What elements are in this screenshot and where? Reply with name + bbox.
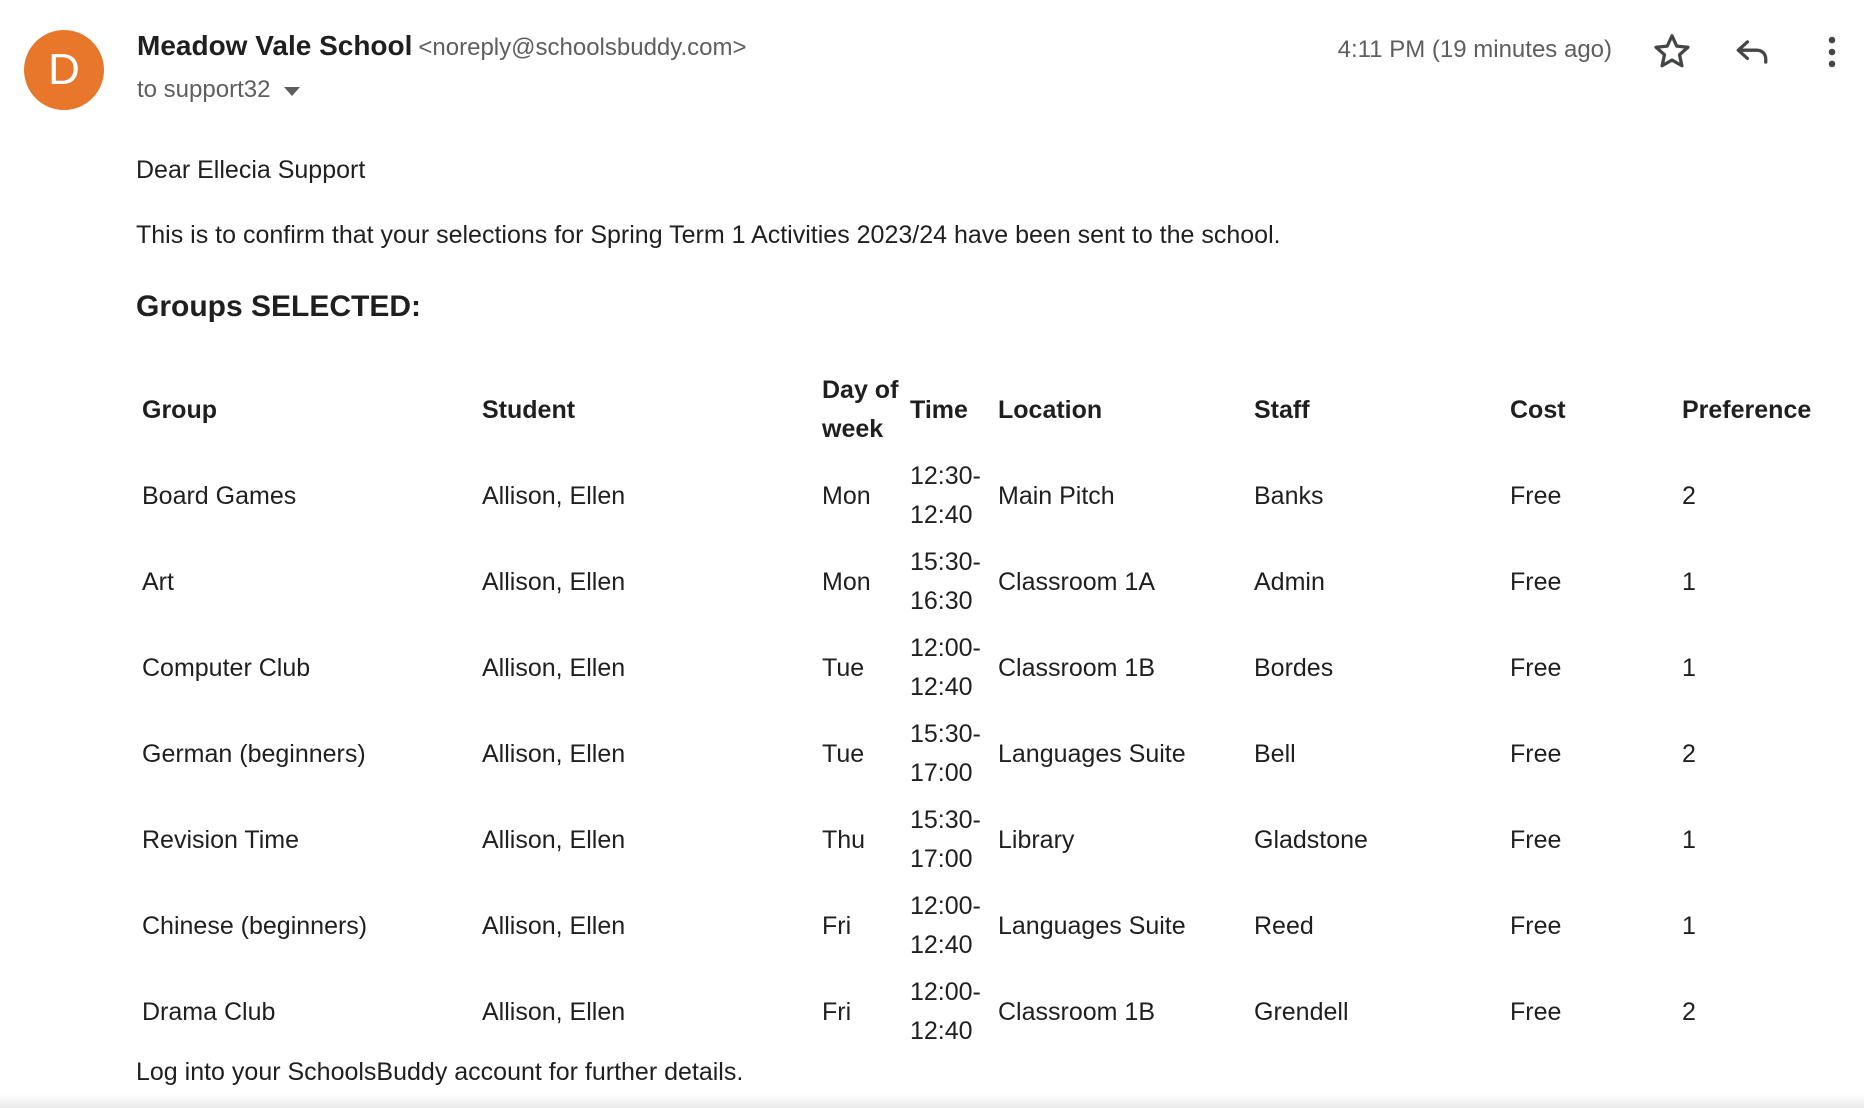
groups-table (137, 367, 1847, 1055)
table-row (137, 711, 1847, 797)
cell-day: Fri (822, 911, 852, 940)
more-vert-icon (1810, 30, 1854, 74)
header-staff: Staff (1254, 395, 1310, 424)
cell-time (905, 453, 993, 539)
cell-preference: 2 (1682, 739, 1696, 768)
cell-student: Allison, Ellen (482, 567, 626, 596)
cell-student: Allison, Ellen (482, 911, 626, 940)
cell-day: Mon (822, 481, 871, 510)
table-row (137, 883, 1847, 969)
cell-cost: Free (1510, 997, 1562, 1026)
header-location: Location (998, 395, 1103, 424)
avatar-letter: D (48, 45, 80, 94)
time-end: 17:00 (910, 845, 973, 873)
cell-preference: 1 (1682, 567, 1696, 596)
cell-preference: 1 (1682, 911, 1696, 940)
cell-cost: Free (1510, 481, 1562, 510)
cell-location: Library (998, 825, 1075, 854)
cell-group: Drama Club (142, 997, 276, 1026)
sender-avatar[interactable] (24, 30, 104, 110)
time-end: 12:40 (910, 501, 973, 529)
cell-day: Thu (822, 825, 866, 854)
table-row (137, 625, 1847, 711)
cell-preference: 2 (1682, 481, 1696, 510)
cell-location: Classroom 1A (998, 567, 1155, 596)
time-start: 12:00- (910, 634, 981, 662)
footer-text: Log into your SchoolsBuddy account for further details. (136, 1058, 744, 1086)
header-preference: Preference (1682, 395, 1812, 424)
cell-day: Tue (822, 739, 865, 768)
bottom-edge-shadow (0, 1094, 1864, 1108)
cell-staff: Gladstone (1254, 825, 1368, 854)
star-icon (1650, 30, 1694, 74)
cell-group: Art (142, 567, 174, 596)
cell-preference: 1 (1682, 653, 1696, 682)
time-start: 15:30- (910, 548, 981, 576)
header-day-line1: Day of (822, 376, 899, 404)
cell-group: Computer Club (142, 653, 311, 682)
time-end: 17:00 (910, 759, 973, 787)
cell-cost: Free (1510, 567, 1562, 596)
cell-staff: Reed (1254, 911, 1314, 940)
recipient-label: to support32 (137, 76, 271, 103)
cell-cost: Free (1510, 825, 1562, 854)
time-start: 12:30- (910, 462, 981, 490)
cell-preference: 2 (1682, 997, 1696, 1026)
section-title: Groups SELECTED: (136, 290, 422, 323)
table-row (137, 797, 1847, 883)
cell-time (905, 711, 993, 797)
cell-time (905, 969, 993, 1055)
message-timestamp: 4:11 PM (19 minutes ago) (1337, 36, 1612, 63)
sender-name[interactable]: Meadow Vale School (137, 30, 413, 61)
cell-staff: Admin (1254, 567, 1325, 596)
cell-day: Tue (822, 653, 865, 682)
cell-location: Languages Suite (998, 911, 1186, 940)
sender-email: <noreply@schoolsbuddy.com> (418, 34, 747, 61)
cell-student: Allison, Ellen (482, 481, 626, 510)
star-button[interactable] (1650, 30, 1694, 74)
time-start: 12:00- (910, 892, 981, 920)
time-start: 15:30- (910, 720, 981, 748)
cell-preference: 1 (1682, 825, 1696, 854)
cell-cost: Free (1510, 739, 1562, 768)
table-row (137, 969, 1847, 1055)
cell-cost: Free (1510, 911, 1562, 940)
cell-location: Classroom 1B (998, 653, 1155, 682)
time-end: 12:40 (910, 673, 973, 701)
cell-student: Allison, Ellen (482, 739, 626, 768)
recipient-details-toggle[interactable] (137, 76, 300, 104)
table-header-row (137, 367, 1847, 453)
cell-staff: Bordes (1254, 653, 1334, 682)
cell-staff: Grendell (1254, 997, 1349, 1026)
greeting: Dear Ellecia Support (136, 156, 366, 184)
cell-group: German (beginners) (142, 739, 366, 768)
more-options-button[interactable] (1810, 30, 1854, 74)
table-row (137, 453, 1847, 539)
cell-student: Allison, Ellen (482, 825, 626, 854)
cell-location: Main Pitch (998, 481, 1115, 510)
time-end: 16:30 (910, 587, 973, 615)
cell-student: Allison, Ellen (482, 997, 626, 1026)
time-end: 12:40 (910, 931, 973, 959)
cell-day: Fri (822, 997, 852, 1026)
cell-staff: Bell (1254, 739, 1296, 768)
reply-button[interactable] (1730, 30, 1774, 74)
cell-group: Chinese (beginners) (142, 911, 368, 940)
time-start: 12:00- (910, 978, 981, 1006)
cell-time (905, 625, 993, 711)
time-end: 12:40 (910, 1017, 973, 1045)
header-time: Time (910, 395, 968, 424)
cell-day: Mon (822, 567, 871, 596)
cell-location: Classroom 1B (998, 997, 1155, 1026)
cell-time (905, 797, 993, 883)
cell-staff: Banks (1254, 481, 1324, 510)
header-day-line2: week (822, 415, 884, 443)
sender-line (137, 30, 747, 62)
time-start: 15:30- (910, 806, 981, 834)
header-student: Student (482, 395, 576, 424)
cell-student: Allison, Ellen (482, 653, 626, 682)
header-cost: Cost (1510, 395, 1566, 424)
cell-cost: Free (1510, 653, 1562, 682)
intro-text: This is to confirm that your selections for Spring Term 1 Activities 2023/24 have been sent to the school. (136, 221, 1281, 249)
table-row (137, 539, 1847, 625)
cell-group: Revision Time (142, 825, 299, 854)
reply-icon (1730, 30, 1774, 74)
header-day-of-week (817, 367, 905, 453)
chevron-down-icon (284, 87, 300, 96)
cell-time (905, 539, 993, 625)
header-group: Group (142, 395, 217, 424)
cell-group: Board Games (142, 481, 297, 510)
cell-location: Languages Suite (998, 739, 1186, 768)
cell-time (905, 883, 993, 969)
